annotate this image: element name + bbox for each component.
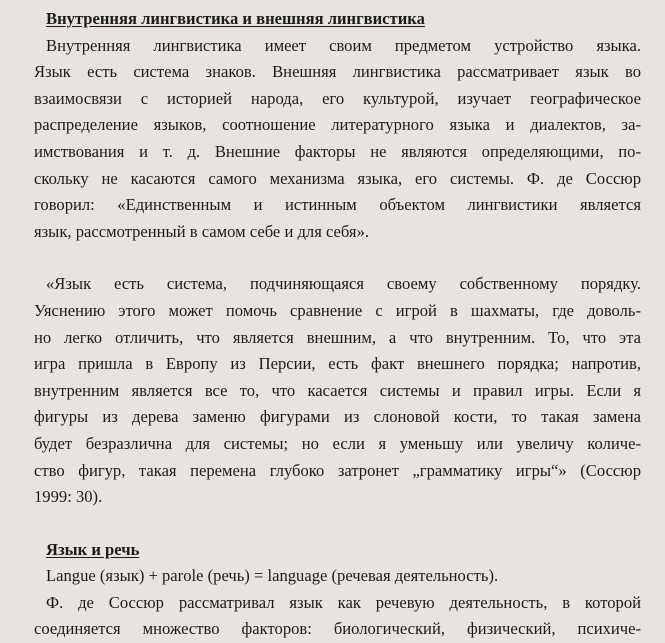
section-heading-language-and-speech: Язык и речь [46, 539, 140, 559]
text-line: скольку не касаются самого механизма языка, его системы. Ф. де Соссюр [34, 168, 641, 188]
text-line: Ф. де Соссюр рассматривал язык как речевую деятельность, в которой [46, 592, 641, 612]
paragraph-internal-linguistics [34, 33, 641, 246]
text-line: язык, рассмотренный в самом себе и для себя». [34, 221, 370, 241]
text-line: Уяснению этого может помочь сравнение с игрой в шахматы, где доволь- [34, 300, 641, 320]
section-gap [34, 511, 641, 537]
text-line: Внутренняя лингвистика имеет своим предметом устройство языка. [46, 35, 641, 55]
text-line: Язык есть система знаков. Внешняя лингвистика рассматривает язык во [34, 62, 641, 82]
text-line: распределение языков, соотношение литературного языка и диалектов, за- [34, 115, 641, 135]
text-line: говорил: «Единственным и истинным объектом лингвистики является [34, 195, 641, 215]
text-line: ство фигур, такая перемена глубоко затронет „грамматику игры“» (Соссюр [34, 460, 641, 480]
paragraph-saussure-quote [34, 271, 641, 510]
text-line: фигуры из дерева заменю фигурами из слоновой кости, то такая замена [34, 407, 641, 427]
paragraph-langue-parole [34, 563, 641, 590]
text-line: будет безразлична для системы; но если я уменьшу или увеличу количе- [34, 433, 641, 453]
text-line: взаимосвязи с историей народа, его культурой, изучает географическое [34, 88, 641, 108]
paragraph-gap [34, 245, 641, 271]
text-line: внутренним является все то, что касается системы и правил игры. Если я [34, 380, 641, 400]
text-line: но легко отличить, что является внешним, а что внутренним. То, что эта [34, 327, 641, 347]
text-line: соединяется множество факторов: биологический, физический, психиче- [34, 619, 641, 639]
text-line: игра пришла в Европу из Персии, есть факт внешнего порядка; напротив, [34, 354, 641, 374]
text-line: Langue (язык) + parole (речь) = language (речевая деятельность). [46, 566, 499, 586]
text-line: «Язык есть система, подчиняющаяся своему собственному порядку. [46, 274, 641, 294]
paragraph-speech-activity [34, 590, 641, 643]
text-line: имствования и т. д. Внешние факторы не являются определяющими, по- [34, 141, 641, 161]
section-heading-internal-external-linguistics: Внутренняя лингвистика и внешняя лингвистика [46, 9, 425, 28]
text-line: 1999: 30). [34, 487, 103, 507]
